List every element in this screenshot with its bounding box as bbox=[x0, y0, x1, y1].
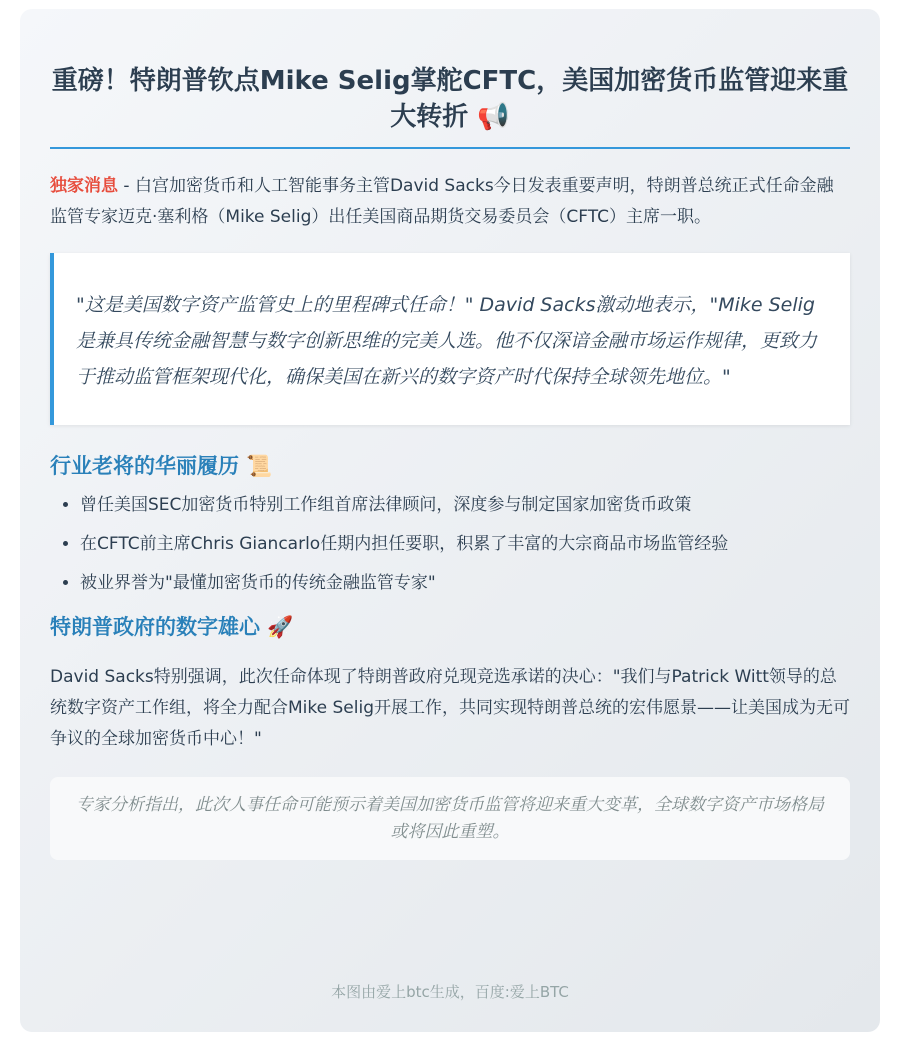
megaphone-icon: 📢 bbox=[477, 102, 510, 132]
list-item: • 曾任美国SEC加密货币特别工作组首席法律顾问，深度参与制定国家加密货币政策 bbox=[80, 495, 850, 515]
list-item: • 被业界誉为"最懂加密货币的传统金融监管专家" bbox=[80, 573, 850, 593]
section-title-career bbox=[50, 451, 850, 481]
footer-credit: 本图由爱上btc生成，百度:爱上BTC bbox=[331, 983, 569, 1001]
ambition-paragraph: David Sacks特别强调，此次任命体现了特朗普政府兑现竞选承诺的决心："我们与Patrick Witt领导的总统数字资产工作组，将全力配合Mike Selig开展工作，共同实现特朗普总统的宏伟愿景——让美国成为无可争议的全球加密货币中心！" bbox=[50, 667, 850, 749]
article-card bbox=[20, 9, 880, 1032]
section-title-text: 行业老将的华丽履历 bbox=[50, 454, 239, 478]
exclusive-tag: 独家消息 bbox=[50, 176, 118, 196]
scroll-icon: 📜 bbox=[246, 454, 273, 478]
lead-paragraph bbox=[50, 171, 850, 233]
section-title-ambition bbox=[50, 612, 850, 642]
analysis-note: 专家分析指出，此次人事任命可能预示着美国加密货币监管将迎来重大变革，全球数字资产市场格局或将因此重塑。 bbox=[50, 777, 850, 860]
quote-text: "这是美国数字资产监管史上的里程碑式任命！" David Sacks激动地表示，"Mike Selig是兼具传统金融智慧与数字创新思维的完美人选。他不仅深谙金融市场运作规律，更致力于推动监管框架现代化，确保美国在新兴的数字资产时代保持全球领先地位。" bbox=[76, 294, 818, 388]
article-title bbox=[50, 9, 850, 149]
list-item: • 在CFTC前主席Chris Giancarlo任期内担任要职，积累了丰富的大宗商品市场监管经验 bbox=[80, 534, 850, 554]
title-text: 重磅！特朗普钦点Mike Selig掌舵CFTC，美国加密货币监管迎来重大转折 bbox=[51, 66, 849, 132]
lead-text: - 白宫加密货币和人工智能事务主管David Sacks今日发表重要声明，特朗普总统正式任命金融监管专家迈克·塞利格（Mike Selig）出任美国商品期货交易委员会（CFTC）主席一职。 bbox=[50, 176, 834, 227]
rocket-icon: 🚀 bbox=[267, 615, 294, 639]
section-title-text: 特朗普政府的数字雄心 bbox=[50, 615, 260, 639]
quote-block bbox=[50, 253, 850, 425]
career-list bbox=[50, 495, 850, 593]
